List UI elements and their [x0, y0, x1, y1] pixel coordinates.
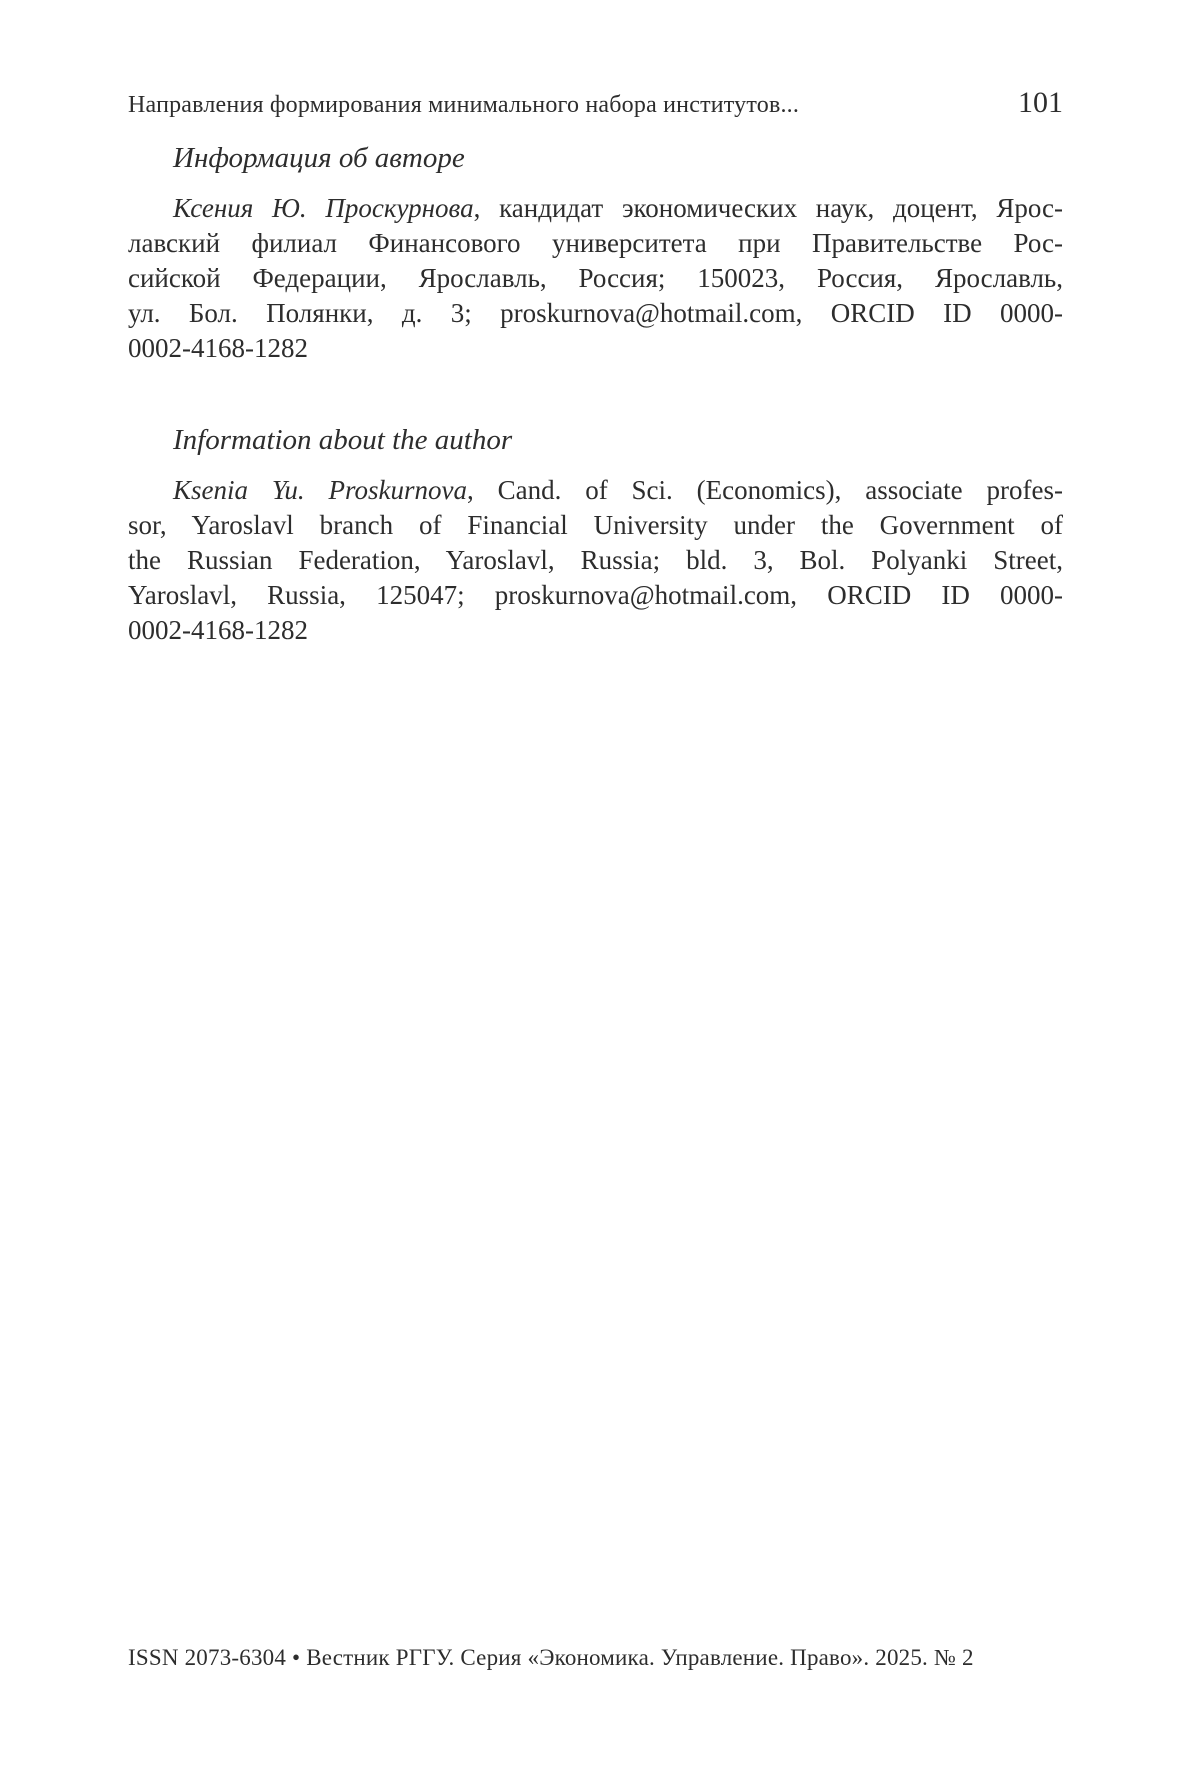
paragraph-line: сийской Федерации, Ярославль, Россия; 150023, Россия, Ярославль, — [128, 263, 1063, 293]
section-heading-en: Information about the author — [173, 424, 513, 456]
paragraph-line: ул. Бол. Полянки, д. 3; proskurnova@hotmail.com, ORCID ID 0000- — [128, 298, 1063, 328]
paragraph-line-text: , кандидат экономических наук, доцент, Ярос- — [473, 193, 1064, 223]
paragraph-line: the Russian Federation, Yaroslavl, Russia; bld. 3, Bol. Polyanki Street, — [128, 545, 1063, 575]
paragraph-line: 0002-4168-1282 — [128, 615, 308, 645]
running-header — [128, 86, 1063, 120]
journal-footer — [128, 1645, 1063, 1671]
page-number: 101 — [1018, 86, 1063, 119]
author-name-ru: Ксения Ю. Проскурнова — [173, 193, 474, 223]
author-info-paragraph-en — [128, 473, 1063, 648]
author-info-paragraph-ru — [128, 191, 1063, 366]
running-title: Направления формирования минимального набора институтов... — [128, 92, 800, 118]
section-heading-ru: Информация об авторе — [173, 142, 465, 174]
paragraph-line: sor, Yaroslavl branch of Financial University under the Government of — [128, 510, 1063, 540]
paragraph-line: лавский филиал Финансового университета при Правительстве Рос- — [128, 228, 1063, 258]
paragraph-line: Yaroslavl, Russia, 125047; proskurnova@hotmail.com, ORCID ID 0000- — [128, 580, 1063, 610]
author-name-en: Ksenia Yu. Proskurnova — [173, 475, 467, 505]
paragraph-line — [128, 473, 1063, 508]
footer-text: ISSN 2073-6304 • Вестник РГГУ. Серия «Экономика. Управление. Право». 2025. № 2 — [128, 1645, 974, 1670]
paragraph-line: 0002-4168-1282 — [128, 333, 308, 363]
paragraph-line-text: , Cand. of Sci. (Economics), associate profes- — [466, 475, 1063, 505]
paragraph-line — [128, 191, 1063, 226]
